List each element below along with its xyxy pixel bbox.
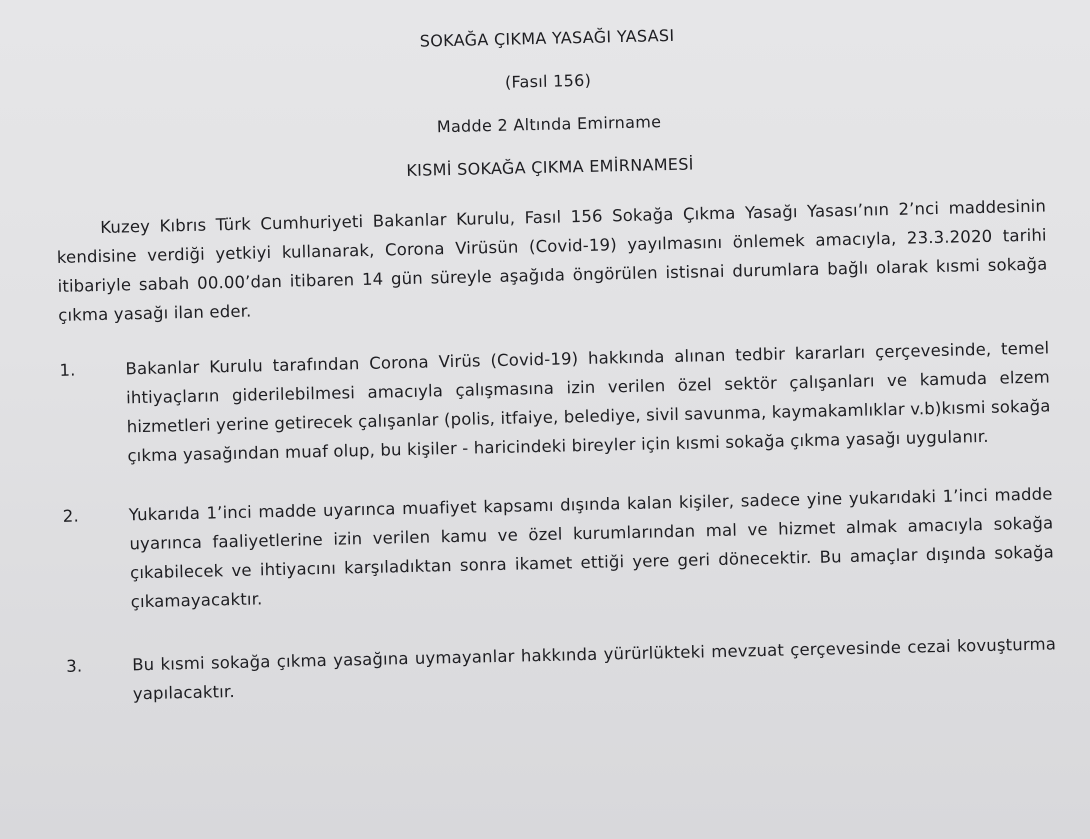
order-title: KISMİ SOKAĞA ÇIKMA EMİRNAMESİ	[406, 154, 694, 180]
list-item	[59, 333, 1051, 471]
document-page	[52, 18, 1057, 710]
intro-paragraph: Kuzey Kıbrıs Türk Cumhuriyeti Bakanlar Kurulu, Fasıl 156 Sokağa Çıkma Yasağı Yasası’nın 2’nci maddesinin kendisine verdiği yetkiyi kullanarak, Corona Virüsün (Covid-19) yayılmasını önlemek amacıyla, 23.3.2020 tarihi itibariyle sabah 00.00’dan itibaren 14 gün süreyle aşağıda öngörülen istisnai durumlara bağlı olarak kısmi sokağa çıkma yasağı ilan eder.	[56, 196, 1048, 325]
item-text: Bu kısmi sokağa çıkma yasağına uymayanlar hakkında yürürlükteki mevzuat çerçevesinde cezai kovuşturma yapılacaktır.	[131, 634, 1057, 704]
item-number: 3.	[65, 656, 83, 676]
document-title: SOKAĞA ÇIKMA YASAĞI YASASI	[419, 25, 675, 51]
list-item	[62, 479, 1054, 617]
document-chapter: (Fasıl 156)	[504, 70, 592, 92]
list-item	[66, 629, 1057, 709]
document-subtitle: Madde 2 Altında Emirname	[436, 112, 662, 137]
item-number: 1.	[59, 360, 76, 380]
item-text: Bakanlar Kurulu tarafından Corona Virüs (Covid-19) hakkında alınan tedbir kararları çerçevesinde, temel ihtiyaçların giderilebilmesi amacıyla çalışmasına izin verilen özel sektör çalışanları ve kamuda elzem hizmetleri yerine getirecek çalışanlar (polis, itfaiye, belediye, sivil savunma, kaymakamlıklar v.b)kısmi sokağa çıkma yasağından muaf olup, bu kişiler - haricindeki bireyler için kısmi sokağa çıkma yasağı uygulanır.	[125, 338, 1051, 466]
item-text: Yukarıda 1’inci madde uyarınca muafiyet kapsamı dışında kalan kişiler, sadece yine yukarıdaki 1’inci madde uyarınca faaliyetlerine izin verilen kamu ve özel kurumlarından mal ve hizmet almak amacıyla sokağa çıkabilecek ve ihtiyacını karşıladıktan sonra ikamet ettiği yere geri dönecektir. Bu amaçlar dışında sokağa çıkamayacaktır.	[128, 484, 1055, 612]
item-number: 2.	[62, 506, 80, 526]
